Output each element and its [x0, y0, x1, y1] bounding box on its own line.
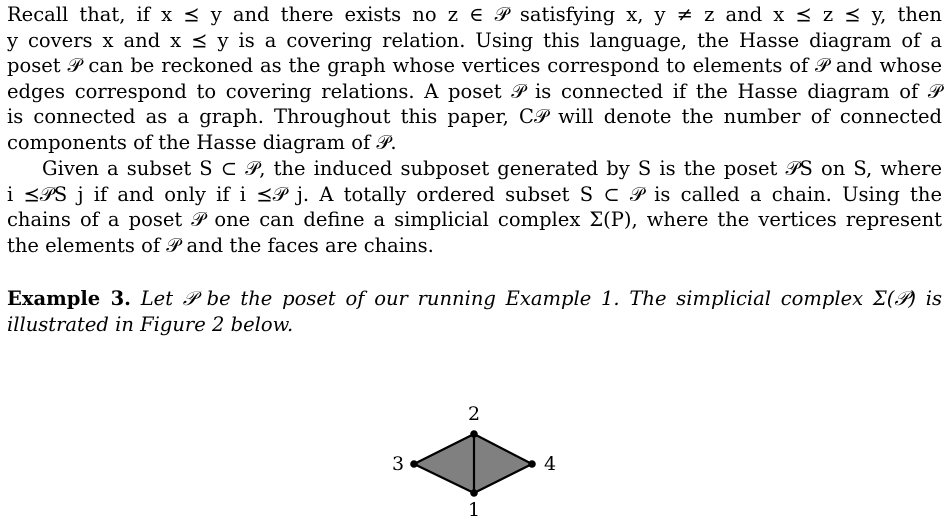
- vertex-3: [410, 460, 418, 468]
- example-label: Example 3.: [7, 287, 131, 310]
- left-face: [414, 434, 474, 493]
- paragraph1-line-2: y covers x and x ⪯ y is a covering relation. Using this language, the Hasse diagram of a: [7, 28, 942, 52]
- edge-2-4: [474, 434, 532, 464]
- vertex-label-3: 3: [391, 453, 405, 475]
- right-face: [474, 434, 532, 493]
- example-line-1-text: Let 𝒫 be the poset of our running Example 1. The simplicial complex Σ(𝒫) is: [140, 287, 942, 310]
- paragraph2-line-1: Given a subset S ⊂ 𝒫, the induced subposet generated by S is the poset 𝒫S on S, where: [42, 157, 942, 180]
- paragraph1-line-3: poset 𝒫 can be reckoned as the graph whose vertices correspond to elements of 𝒫 and whose: [7, 54, 942, 78]
- paragraph1-line-6: components of the Hasse diagram of 𝒫.: [7, 130, 397, 154]
- vertex-label-4: 4: [543, 453, 557, 475]
- paragraph1-line-4: edges correspond to covering relations. A poset 𝒫 is connected if the Hasse diagram of 𝒫: [7, 79, 942, 103]
- figure-vertices: [410, 430, 536, 497]
- vertex-1: [470, 489, 478, 497]
- paragraph1-line-5: is connected as a graph. Throughout this paper, C𝒫 will denote the number of connected: [7, 105, 942, 129]
- figure-edges: [414, 434, 532, 493]
- paragraph-covering-relations: [7, 2, 942, 156]
- paragraph2-line-2: i ⪯𝒫S j if and only if i ⪯𝒫 j. A totally ordered subset S ⊂ 𝒫 is called a chain. Using the: [7, 182, 942, 206]
- vertex-2: [470, 430, 478, 438]
- example-3: [7, 286, 942, 337]
- example-line-1: [7, 286, 942, 312]
- vertex-label-1: 1: [467, 499, 481, 521]
- edge-4-1: [474, 464, 532, 493]
- paragraph2-line-4: the elements of 𝒫 and the faces are chains.: [7, 233, 434, 257]
- paragraph1-line-1: Recall that, if x ⪯ y and there exists no z ∈ 𝒫 satisfying x, y ≠ z and x ⪯ z ⪯ y, then: [7, 3, 942, 26]
- vertex-4: [528, 460, 536, 468]
- paragraph2-line-3: chains of a poset 𝒫 one can define a simplicial complex Σ(P), where the vertices represent: [7, 208, 942, 232]
- edge-3-1: [414, 464, 474, 493]
- vertex-label-2: 2: [467, 403, 481, 425]
- example-line-2: illustrated in Figure 2 below.: [7, 312, 294, 336]
- edge-2-3: [414, 434, 474, 464]
- paragraph-induced-subposet: [7, 156, 942, 258]
